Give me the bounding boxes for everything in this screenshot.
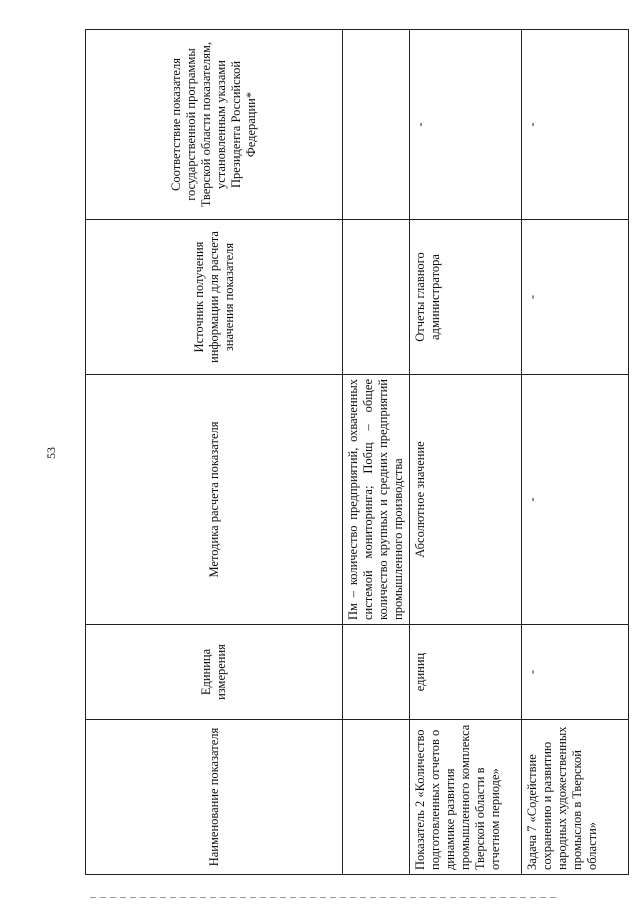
cell-unit xyxy=(343,625,410,720)
table-row xyxy=(410,30,522,875)
page-number: 53 xyxy=(44,447,58,459)
indicators-table xyxy=(85,29,629,875)
cell-unit: - xyxy=(522,625,629,720)
cell-compliance: - xyxy=(410,30,522,220)
header-unit: Единица измерения xyxy=(86,625,343,720)
cell-method: Абсолютное значение xyxy=(410,375,522,625)
header-indicator-name: Наименование показателя xyxy=(86,720,343,875)
table-header-row xyxy=(86,30,343,875)
table-row xyxy=(343,30,410,875)
cell-method: Пм – количество предприятий, охваченных системой мониторинга; Побщ – общее количество крупных и средних предприятий промышленного производства xyxy=(343,375,410,625)
scan-edge-line xyxy=(90,897,560,898)
header-method: Методика расчета показателя xyxy=(86,375,343,625)
cell-compliance xyxy=(343,30,410,220)
cell-name xyxy=(343,720,410,875)
table-row xyxy=(522,30,629,875)
header-source: Источник получения информации для расчета значения показателя xyxy=(86,220,343,375)
rotated-table-wrapper xyxy=(85,30,615,875)
cell-source: - xyxy=(522,220,629,375)
cell-source: Отчеты главного администратора xyxy=(410,220,522,375)
cell-name: Показатель 2 «Количество подготовленных отчетов о динамике развития промышленного комплекса Тверской области в отчетном периоде» xyxy=(410,720,522,875)
cell-source xyxy=(343,220,410,375)
cell-method: - xyxy=(522,375,629,625)
cell-compliance: - xyxy=(522,30,629,220)
cell-unit: единиц xyxy=(410,625,522,720)
header-compliance: Соответствие показателя государственной программы Тверской области показателям, установленным указами Президента Российской Федерации* xyxy=(86,30,343,220)
cell-name: Задача 7 «Содействие сохранению и развитию народных художественных промыслов в Тверской области» xyxy=(522,720,629,875)
